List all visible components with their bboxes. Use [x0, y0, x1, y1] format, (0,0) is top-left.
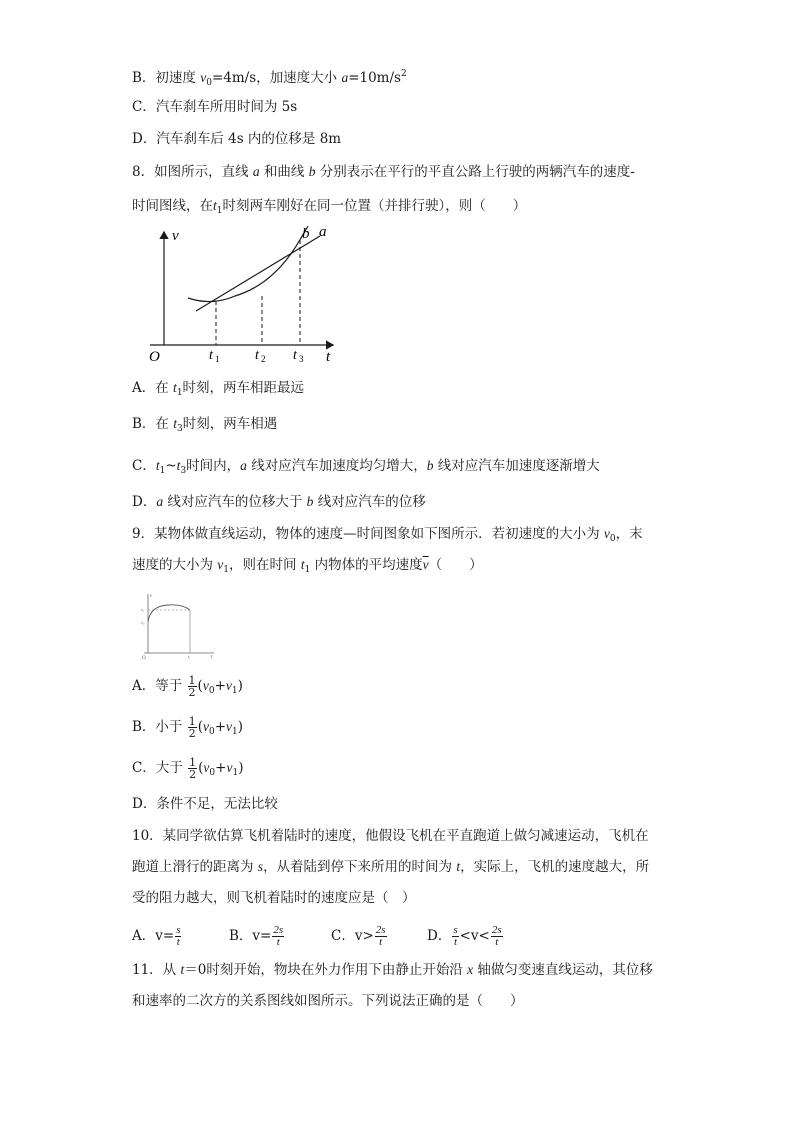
q9-option-c: C．大于 $\frac{1}{2}$ $(v_0+v_1)$ [132, 756, 244, 781]
q10-option-a: A．v= $\frac{s}{t}$ [132, 924, 181, 948]
q8-t3-label: t [293, 348, 297, 363]
q8-v-label: v [172, 228, 179, 244]
q8-t1-sub: 1 [215, 354, 220, 364]
q7-option-b: B．初速度 $v_0=4m/s$，加速度大小 $a=10m/s^2$ [132, 69, 407, 88]
q8-option-d: D．a 线对应汽车的位移大于 b 线对应汽车的位移 [132, 494, 426, 510]
q10-option-d: D． $\frac{s}{t}$ <v< $\frac{2s}{t}$ [427, 924, 502, 948]
q10-stem-line2: 跑道上滑行的距离为 s，从着陆到停下来所用的时间为 t，实际上，飞机的速度越大，所 [132, 859, 650, 875]
q8-b-label: b [302, 226, 310, 242]
q8-option-a: A．在 $t_1$时刻，两车相距最远 [132, 380, 305, 398]
q8-t-label: t [326, 349, 331, 365]
q9-vbar: $\overline{v}$ [422, 557, 429, 572]
q10-stem-line3: 受的阻力越大，则飞机着陆时的速度应是（ ） [132, 890, 416, 906]
q9-option-d: D．条件不足，无法比较 [132, 796, 278, 812]
q8-origin-label: O [149, 349, 160, 365]
q8-curve-b [188, 226, 308, 302]
svg-text:t: t [211, 655, 213, 660]
q7-option-c: C．汽车刹车所用时间为 5s [132, 99, 298, 115]
q7-option-d: D．汽车刹车后 4s 内的位移是 8m [132, 131, 342, 147]
q9-option-a: A．等于 $\frac{1}{2}$ $(v_0+v_1)$ [132, 674, 243, 699]
q9-stem-line2: 速度的大小为 $v_1$，则在时间 $t_1$ 内物体的平均速度$\overline{v}$（ ） [132, 557, 483, 575]
q8-t2-label: t [255, 348, 259, 363]
q8-vt-graph [145, 226, 345, 366]
q10-stem-line1: 10．某同学欲估算飞机着陆时的速度，他假设飞机在平直跑道上做匀减速运动，飞机在 [132, 828, 649, 844]
q8-stem-line1: 8．如图所示，直线 a 和曲线 b 分别表示在平行的平直公路上行驶的两辆汽车的速度- [132, 164, 635, 180]
q8-a-label: a [319, 226, 327, 240]
q9-stem-line1: 9．某物体做直线运动，物体的速度—时间图象如下图所示．若初速度的大小为 $v_0$，末 [132, 526, 643, 544]
svg-text:v₁: v₁ [141, 607, 145, 612]
q8-t2-sub: 2 [261, 354, 266, 364]
q8-option-c: C．$t_1\sim t_3$时间内，a 线对应汽车加速度均匀增大，b 线对应汽车加速度逐渐增大 [132, 458, 600, 476]
q8-stem-line2: 时间图线，在$t_1$时刻两车刚好在同一位置（并排行驶），则（ ） [132, 198, 527, 216]
svg-text:v₀: v₀ [141, 620, 145, 625]
q11-stem-line2: 和速率的二次方的关系图线如图所示。下列说法正确的是（ ） [132, 993, 524, 1009]
q10-option-b: B．v= $\frac{2s}{t}$ [229, 924, 284, 948]
q9-vt-graph [138, 590, 218, 660]
q8-t1-label: t [209, 348, 213, 363]
svg-text:v: v [150, 594, 153, 599]
q8-line-a [196, 236, 320, 311]
q10-option-c: C．v> $\frac{2s}{t}$ [331, 924, 386, 948]
q9-option-b: B．小于 $\frac{1}{2}$ $(v_0+v_1)$ [132, 715, 244, 740]
q8-t3-sub: 3 [299, 354, 304, 364]
svg-text:O: O [142, 656, 146, 660]
q11-stem-line1: 11．从 t＝0时刻开始，物块在外力作用下由静止开始沿 x 轴做匀变速直线运动，其位移 [132, 962, 653, 978]
q9-curve [148, 605, 190, 622]
svg-text:t₁: t₁ [188, 654, 191, 659]
q8-option-b: B．在 $t_3$时刻，两车相遇 [132, 416, 278, 434]
